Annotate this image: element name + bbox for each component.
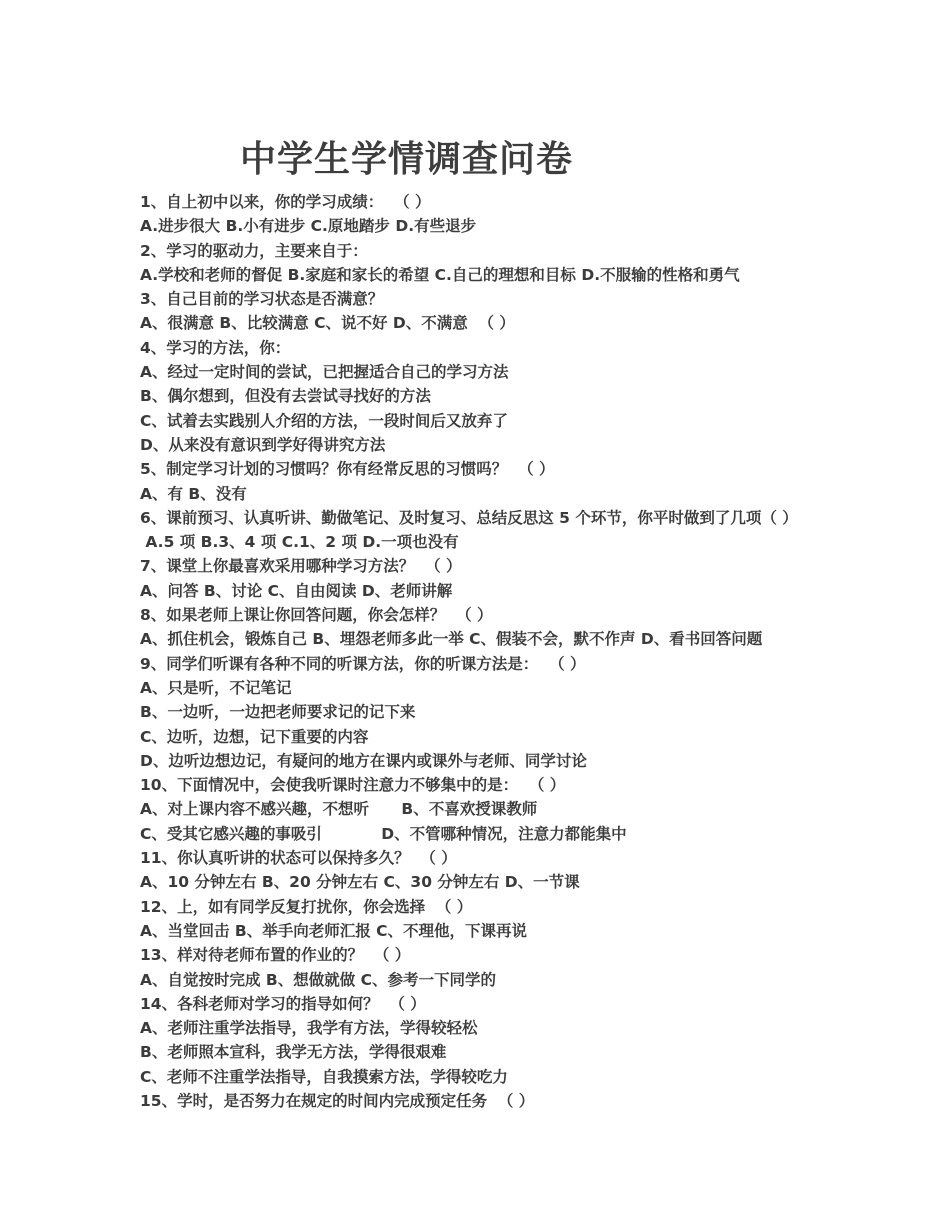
question-10-options-ab: A、对上课内容不感兴趣，不想听 B、不喜欢授课教师 — [140, 800, 538, 819]
question-14-option-c: C、老师不注重学法指导，自我摸索方法，学得较吃力 — [140, 1067, 508, 1086]
question-9-option-d: D、边听边想边记，有疑问的地方在课内或课外与老师、同学讨论 — [140, 751, 587, 770]
question-5: 5、制定学习计划的习惯吗？你有经常反思的习惯吗？ （ ） — [140, 460, 555, 479]
question-9-option-c: C、边听，边想，记下重要的内容 — [140, 727, 369, 746]
question-4-option-b: B、偶尔想到，但没有去尝试寻找好的方法 — [140, 387, 431, 406]
question-12-options: A、当堂回击 B、举手向老师汇报 C、不理他，下课再说 — [140, 921, 527, 940]
question-9-option-b: B、一边听，一边把老师要求记的记下来 — [140, 703, 416, 722]
question-7: 7、课堂上你最喜欢采用哪种学习方法？ （ ） — [140, 557, 462, 576]
question-5-options: A、有 B、没有 — [140, 484, 247, 503]
question-3: 3、自己目前的学习状态是否满意？ — [140, 290, 384, 309]
question-6-options: A.5 项 B.3、4 项 C.1、2 项 D.一项也没有 — [140, 533, 459, 552]
question-12: 12、上，如有同学反复打扰你，你会选择 （ ） — [140, 897, 473, 916]
question-13-options: A、自觉按时完成 B、想做就做 C、参考一下同学的 — [140, 970, 496, 989]
question-14-option-a: A、老师注重学法指导，我学有方法，学得较轻松 — [140, 1019, 478, 1038]
question-8: 8、如果老师上课让你回答问题，你会怎样？ （ ） — [140, 606, 493, 625]
question-1-options: A.进步很大 B.小有进步 C.原地踏步 D.有些退步 — [140, 217, 477, 236]
question-2: 2、学习的驱动力，主要来自于： — [140, 241, 368, 260]
question-9: 9、同学们听课有各种不同的听课方法，你的听课方法是： （ ） — [140, 654, 586, 673]
question-11-options: A、10 分钟左右 B、20 分钟左右 C、30 分钟左右 D、一节课 — [140, 873, 580, 892]
question-4: 4、学习的方法，你： — [140, 338, 291, 357]
question-list — [140, 190, 930, 1113]
question-15: 15、学时，是否努力在规定的时间内完成预定任务 （ ） — [140, 1091, 535, 1110]
question-2-options: A.学校和老师的督促 B.家庭和家长的希望 C.自己的理想和目标 D.不服输的性格和勇气 — [140, 265, 740, 284]
question-13: 13、样对待老师布置的作业的？ （ ） — [140, 946, 411, 965]
question-11: 11、你认真听讲的状态可以保持多久？ （ ） — [140, 849, 457, 868]
page-title: 中学生学情调查问卷 — [240, 139, 574, 180]
question-10: 10、下面情况中，会使我听课时注意力不够集中的是： （ ） — [140, 776, 566, 795]
question-7-options: A、问答 B、讨论 C、自由阅读 D、老师讲解 — [140, 581, 453, 600]
question-10-options-cd: C、受其它感兴趣的事吸引 D、不管哪种情况，注意力都能集中 — [140, 824, 627, 843]
question-4-option-a: A、经过一定时间的尝试，已把握适合自己的学习方法 — [140, 363, 509, 382]
question-1: 1、自上初中以来，你的学习成绩： （ ） — [140, 193, 431, 211]
question-4-option-c: C、试着去实践别人介绍的方法，一段时间后又放弃了 — [140, 411, 508, 430]
question-8-options: A、抓住机会，锻炼自己 B、埋怨老师多此一举 C、假装不会，默不作声 D、看书回答问题 — [140, 630, 763, 649]
question-9-option-a: A、只是听，不记笔记 — [140, 678, 292, 697]
question-14: 14、各科老师对学习的指导如何？ （ ） — [140, 994, 426, 1013]
question-4-option-d: D、从来没有意识到学好得讲究方法 — [140, 435, 386, 454]
question-6: 6、课前预习、认真听讲、勤做笔记、及时复习、总结反思这 5 个环节，你平时做到了几项（ ） — [140, 508, 798, 527]
question-3-options: A、很满意 B、比较满意 C、说不好 D、不满意 （ ） — [140, 314, 515, 333]
question-14-option-b: B、老师照本宣科，我学无方法，学得很艰难 — [140, 1043, 447, 1062]
